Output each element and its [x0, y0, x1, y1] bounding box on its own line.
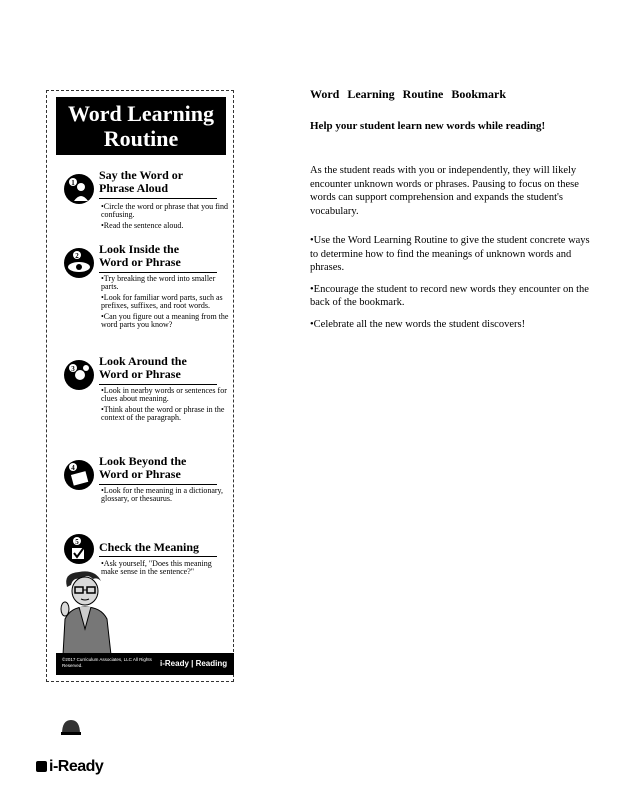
thinking-person-icon	[63, 359, 95, 391]
svg-text:2: 2	[75, 252, 79, 260]
step-3-bullets	[101, 387, 229, 425]
list-item: •Circle the word or phrase that you find confusing.	[101, 202, 228, 219]
step-1-title: Say the Word or Phrase Aloud	[99, 168, 184, 195]
step-5-title: Check the Meaning	[99, 540, 199, 554]
list-item: •Can you figure out a meaning from the word parts you know?	[101, 312, 229, 329]
speaking-person-icon	[63, 173, 95, 205]
step-1-bullets	[101, 203, 229, 233]
divider	[99, 484, 217, 485]
step-3-title: Look Around the Word or Phrase	[99, 354, 187, 381]
divider	[99, 384, 217, 385]
bookmark-title-line1: Word Learning	[67, 101, 215, 126]
divider	[99, 556, 217, 557]
svg-text:4: 4	[71, 464, 75, 472]
iready-reading-logo: i-Ready | Reading	[160, 659, 228, 668]
bookmark-title-line2: Routine	[103, 126, 179, 151]
tips-list	[310, 234, 600, 339]
bookmark-footer	[56, 653, 234, 675]
bookmark	[46, 90, 234, 682]
iready-logo: i-Ready	[36, 758, 103, 776]
step-4-bullets	[101, 487, 229, 506]
bookmark-title	[56, 97, 226, 155]
step-4-title: Look Beyond the Word or Phrase	[99, 454, 187, 481]
list-item: •Ask yourself, "Does this meaning make sense in the sentence?"	[101, 559, 212, 576]
lead-text: Help your student learn new words while reading!	[310, 120, 546, 132]
list-item: •Think about the word or phrase in the context of the paragraph.	[101, 405, 225, 422]
list-item: •Look for the meaning in a dictionary, glossary, or thesaurus.	[101, 486, 224, 503]
svg-text:1: 1	[71, 179, 75, 187]
eye-icon	[63, 247, 95, 279]
page-title: Word Learning Routine Bookmark	[310, 87, 507, 101]
list-item: •Look for familiar word parts, such as prefixes, suffixes, and root words.	[101, 293, 223, 310]
divider	[99, 198, 217, 199]
list-item: •Read the sentence aloud.	[101, 221, 184, 230]
step-2-title: Look Inside the Word or Phrase	[99, 242, 181, 269]
list-item: •Try breaking the word into smaller parts.	[101, 274, 216, 291]
divider	[99, 272, 217, 273]
svg-text:5: 5	[75, 538, 79, 546]
list-item: •Encourage the student to record new words they encounter on the back of the bookmark.	[310, 283, 589, 308]
svg-text:3: 3	[71, 365, 75, 373]
book-icon	[63, 459, 95, 491]
step-5-bullets	[101, 560, 229, 579]
list-item: •Look in nearby words or sentences for clues about meaning.	[101, 386, 227, 403]
step-2-bullets	[101, 275, 229, 332]
student-figure-icon	[57, 569, 117, 655]
intro-paragraph: As the student reads with you or independently, they will likely encounter unknown words or phrases. Pausing to focus on these words can support comprehension and expands the student's vocabulary.	[310, 165, 579, 217]
copyright-text: ©2017 Curriculum Associates, LLC All Rights Reserved.	[62, 657, 152, 668]
helmet-icon	[60, 718, 82, 736]
checkbox-icon	[63, 533, 95, 565]
list-item: •Celebrate all the new words the student discovers!	[310, 318, 526, 330]
logo-mark-icon	[36, 761, 47, 772]
list-item: •Use the Word Learning Routine to give the student concrete ways to determine how to find the meanings of unknown words and phrases.	[310, 235, 590, 273]
